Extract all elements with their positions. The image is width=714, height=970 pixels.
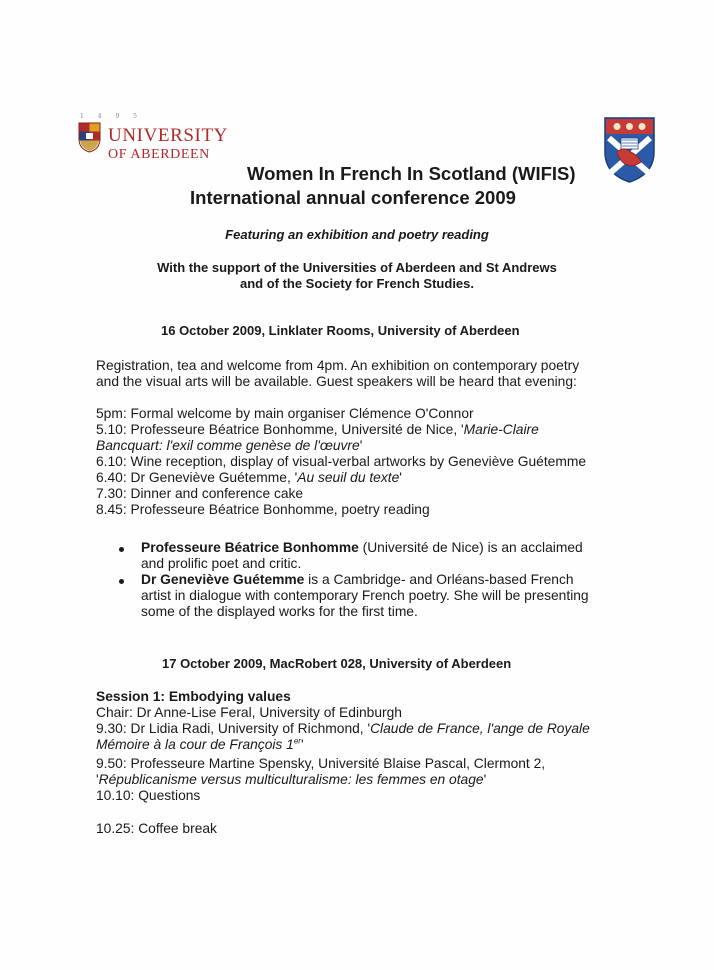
bio-text: is a Cambridge- and Orléans-based French <box>304 572 574 587</box>
schedule-item: 7.30: Dinner and conference cake <box>96 486 304 501</box>
schedule-item-text: 6.40: Dr Geneviève Guétemme, ' <box>96 470 298 485</box>
day1-intro-line1: Registration, tea and welcome from 4pm. An exhibition on contemporary poetry <box>96 358 580 373</box>
support-line2: and of the Society for French Studies. <box>239 276 475 291</box>
talk-title: Mémoire à la cour de François 1 <box>96 737 294 752</box>
schedule-item-text: ' <box>483 772 487 787</box>
schedule-item-text: 9.30: Dr Lidia Radi, University of Richmond, ' <box>96 721 371 736</box>
schedule-item-continuation <box>96 772 486 788</box>
schedule-item <box>96 422 539 438</box>
aberdeen-logo-line2: OF ABERDEEN <box>108 147 210 162</box>
talk-title: Marie-Claire <box>463 422 539 437</box>
schedule-item-continuation <box>96 438 362 454</box>
st-andrews-crest-icon <box>603 116 656 184</box>
talk-title: Claude de France, l'ange de Royale <box>370 721 590 736</box>
aberdeen-logo-line1: UNIVERSITY <box>108 125 228 146</box>
superscript: er <box>293 736 301 746</box>
schedule-item: 10.25: Coffee break <box>96 821 217 836</box>
schedule-item: 9.50: Professeure Martine Spensky, Université Blaise Pascal, Clermont 2, <box>96 756 546 771</box>
day1-heading: 16 October 2009, Linklater Rooms, University of Aberdeen <box>161 323 520 338</box>
talk-title: Bancquart: l'exil comme genèse de l'œuvre <box>96 438 360 453</box>
bio-line <box>141 540 583 556</box>
bio-name: Professeure Béatrice Bonhomme <box>141 540 359 555</box>
schedule-item-text: ' <box>300 737 304 752</box>
talk-title: Au seuil du texte <box>297 470 400 485</box>
schedule-item-continuation <box>96 737 304 753</box>
schedule-item-text: ' <box>359 438 363 453</box>
bio-line: and prolific poet and critic. <box>141 556 302 571</box>
schedule-item: 8.45: Professeure Béatrice Bonhomme, poetry reading <box>96 502 430 517</box>
bullet-icon <box>119 579 124 584</box>
day2-heading: 17 October 2009, MacRobert 028, University of Aberdeen <box>162 656 512 671</box>
bio-line <box>141 572 574 588</box>
bio-name: Dr Geneviève Guétemme <box>141 572 305 587</box>
talk-title: Républicanisme versus multiculturalisme: les femmes en otage <box>98 772 484 787</box>
day1-intro-line2: and the visual arts will be available. Guest speakers will be heard that evening: <box>96 374 577 389</box>
bio-line: artist in dialogue with contemporary French poetry. She will be presenting <box>141 588 589 603</box>
schedule-item-text: ' <box>399 470 402 485</box>
bio-line: some of the displayed works for the first time. <box>141 604 418 619</box>
featuring-subtitle: Featuring an exhibition and poetry reading <box>225 227 489 242</box>
schedule-item-text: ' <box>96 772 99 787</box>
aberdeen-logo-year: 1 4 9 5 <box>80 113 143 120</box>
aberdeen-shield-icon <box>78 122 101 153</box>
support-line1: With the support of the Universities of Aberdeen and St Andrews <box>157 260 557 275</box>
schedule-item <box>96 470 402 486</box>
schedule-item <box>96 721 590 737</box>
university-of-aberdeen-logo <box>78 113 238 175</box>
bullet-icon <box>119 547 124 552</box>
schedule-item: 5pm: Formal welcome by main organiser Clémence O'Connor <box>96 406 474 421</box>
session-chair: Chair: Dr Anne-Lise Feral, University of Edinburgh <box>96 705 402 720</box>
schedule-item: 10.10: Questions <box>96 788 201 803</box>
conference-title-line2: International annual conference 2009 <box>190 187 516 208</box>
schedule-item-text: 5.10: Professeure Béatrice Bonhomme, Université de Nice, ' <box>96 422 464 437</box>
conference-title-line1: Women In French In Scotland (WIFIS) <box>247 163 576 184</box>
bio-text: (Université de Nice) is an acclaimed <box>358 540 583 555</box>
schedule-item: 6.10: Wine reception, display of visual-verbal artworks by Geneviève Guétemme <box>96 454 587 469</box>
session-title: Session 1: Embodying values <box>96 689 291 704</box>
